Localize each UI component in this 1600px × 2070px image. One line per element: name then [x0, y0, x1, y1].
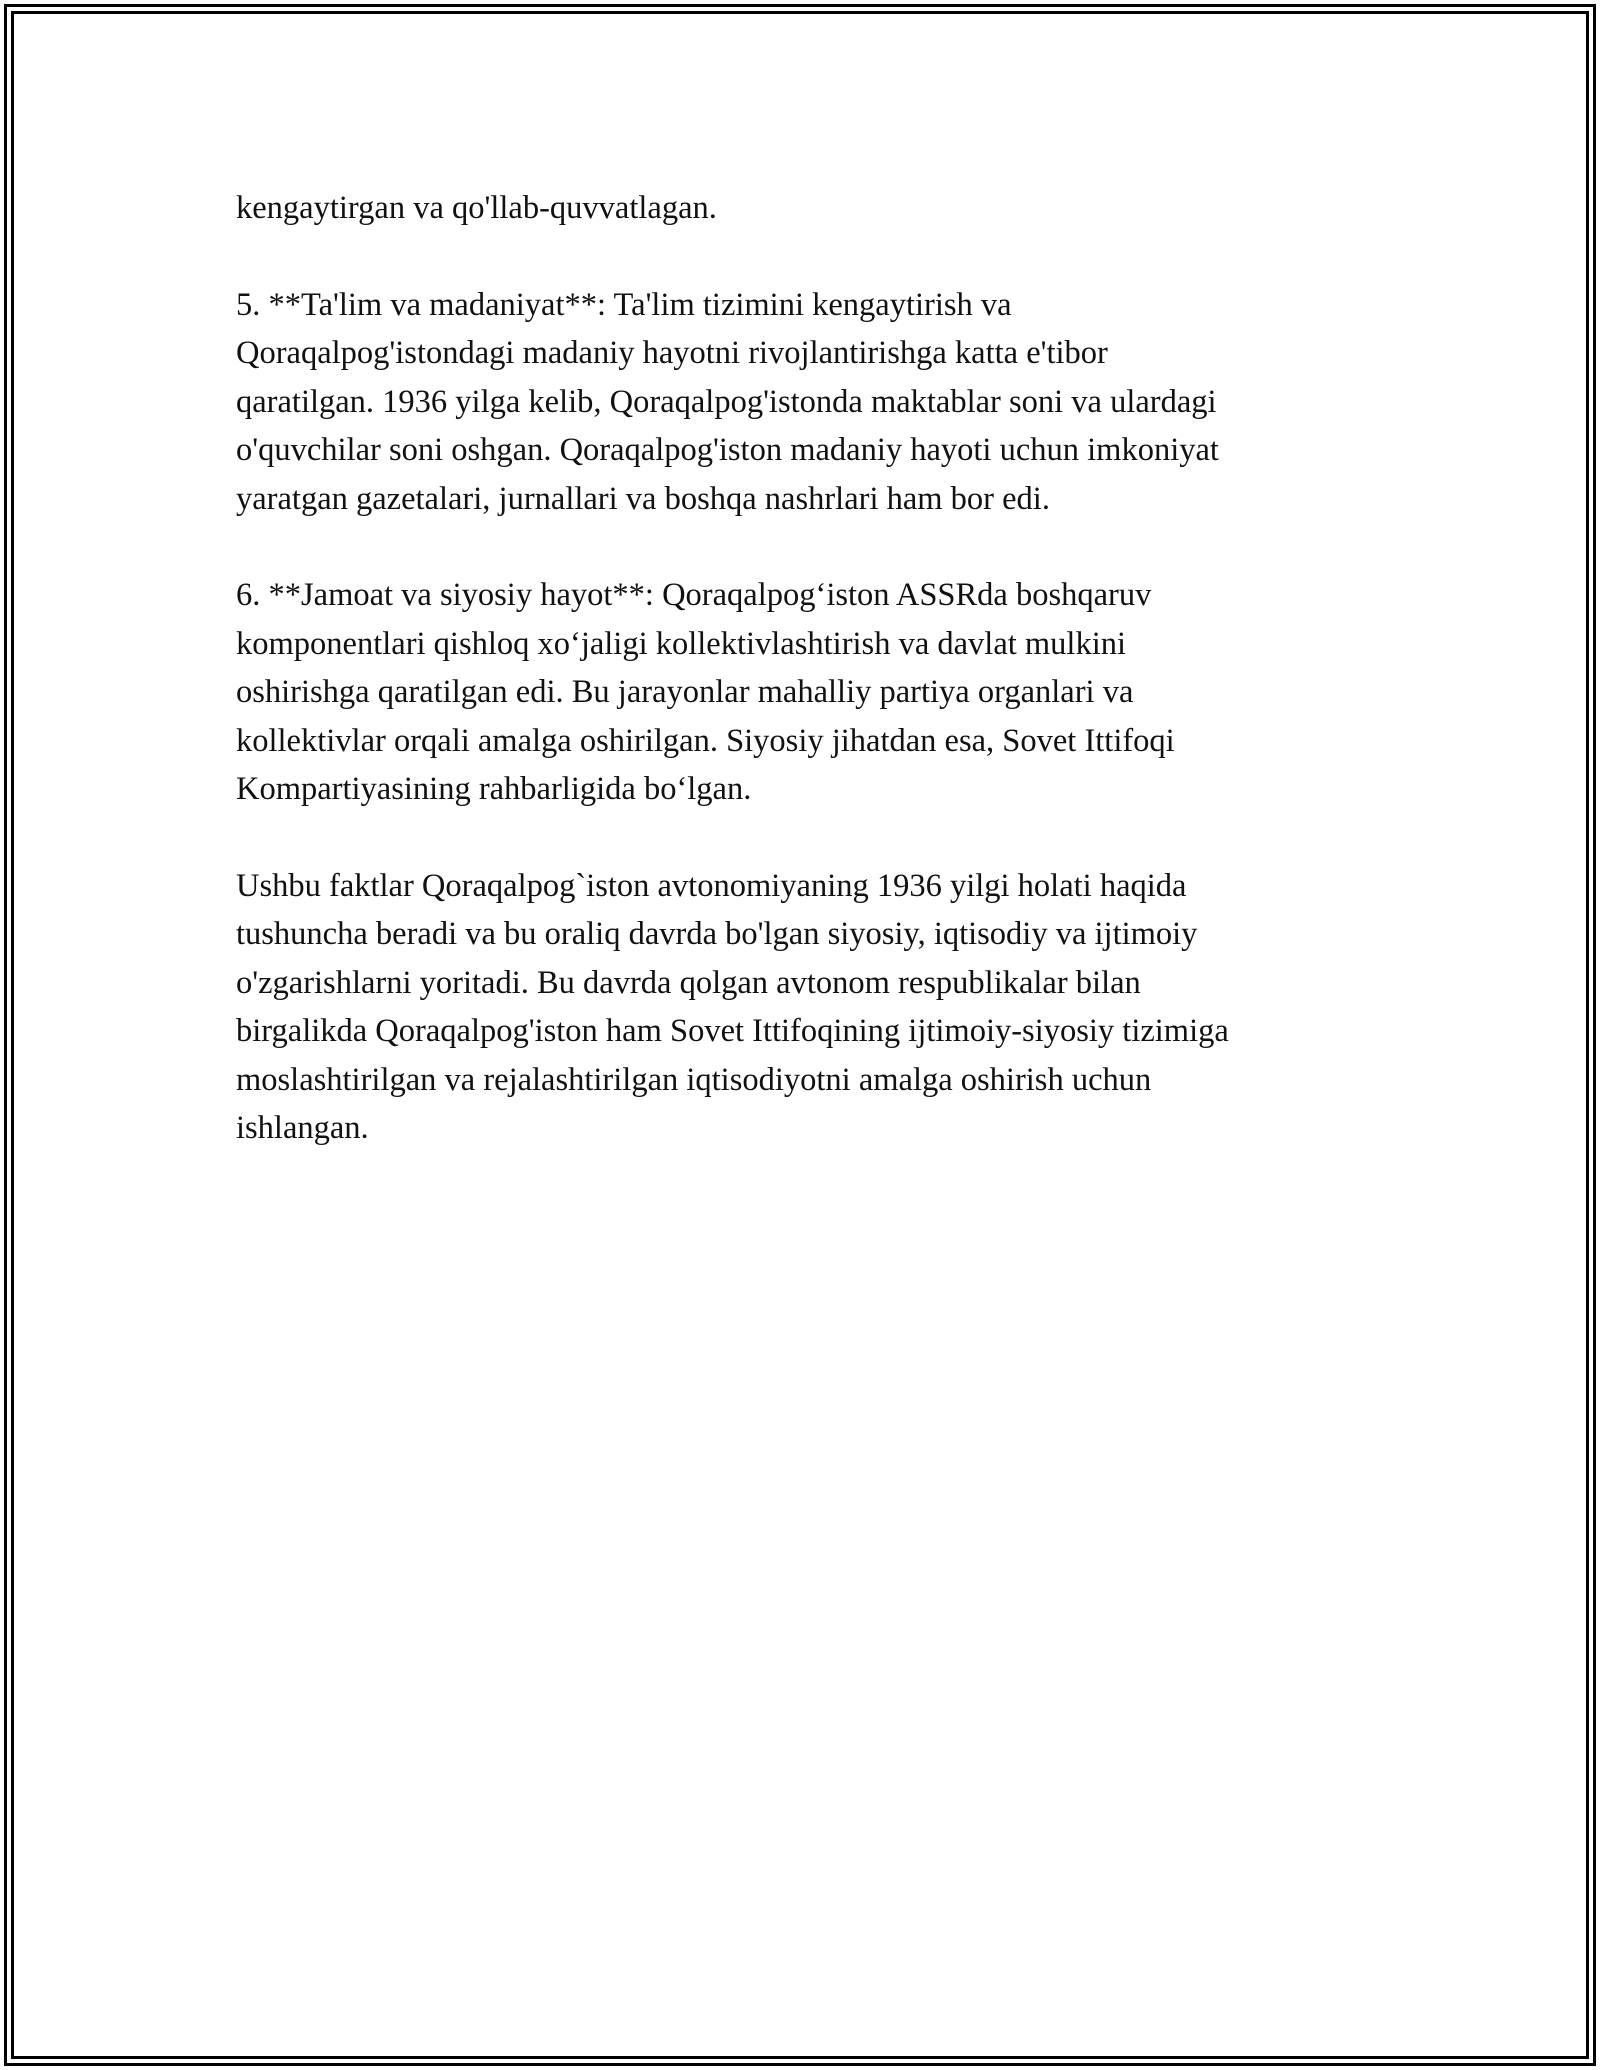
paragraph-conclusion: Ushbu faktlar Qoraqalpog`iston avtonomiyaning 1936 yilgi holati haqida tushuncha beradi va bu oraliq davrda bo'lgan siyosiy, iqtisodiy va ijtimoiy o'zgarishlarni yoritadi. Bu davrda qolgan avtonom respublikalar bilan birgalikda Qoraqalpog'iston ham Sovet Ittifoqining ijtimoiy-siyosiy tizimiga moslashtirilgan va rejalashtirilgan iqtisodiyotni amalga oshirish uchun ishlangan.: [236, 867, 1229, 1146]
paragraph-continuation: kengaytirgan va qo'llab-quvvatlagan.: [236, 190, 717, 226]
paragraph-talim-madaniyat: 5. **Ta'lim va madaniyat**: Ta'lim tizimini kengaytirish va Qoraqalpog'istondagi madaniy hayotni rivojlantirishga katta e'tibor qaratilgan. 1936 yilga kelib, Qoraqalpog'istonda maktablar soni va ulardagi o'quvchilar soni oshgan. Qoraqalpog'iston madaniy hayoti uchun imkoniyat yaratgan gazetalari, jurnallari va boshqa nashrlari ham bor edi.: [236, 286, 1219, 517]
document-body: [236, 184, 1376, 1201]
paragraph-jamoat-siyosiy-hayot: 6. **Jamoat va siyosiy hayot**: Qoraqalpog‘iston ASSRda boshqaruv komponentlari qishloq xo‘jaligi kollektivlashtirish va davlat mulkini oshirishga qaratilgan edi. Bu jarayonlar mahalliy partiya organlari va kollektivlar orqali amalga oshirilgan. Siyosiy jihatdan esa, Sovet Ittifoqi Kompartiyasining rahbarligida bo‘lgan.: [236, 577, 1175, 807]
